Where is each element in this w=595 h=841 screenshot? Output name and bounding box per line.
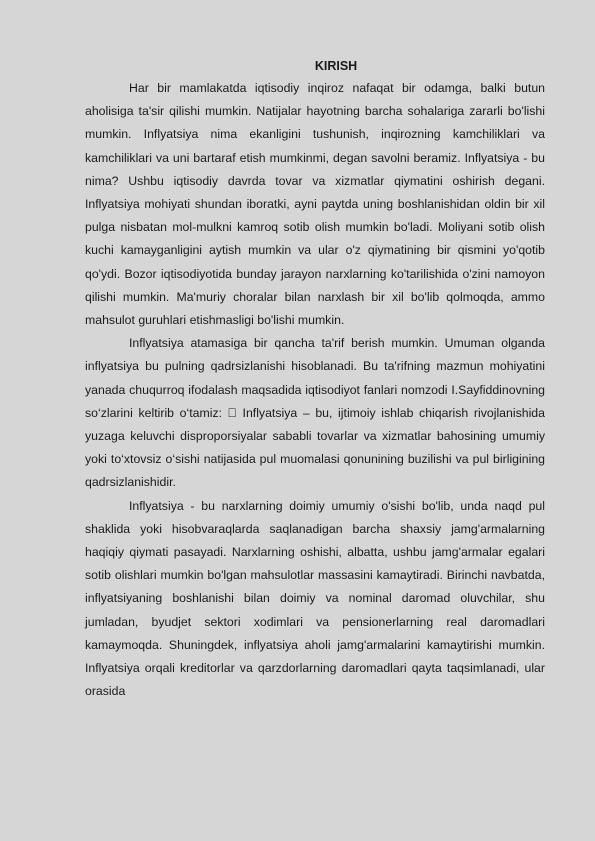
paragraph-3: Inflyatsiya - bu narxlarning doimiy umumiy o'sishi bo'lib, unda naqd pul shaklida yoki hisobvaraqlarda saqlanadigan barcha shaxsiy jamg'armalarning haqiqiy qiymati pasayadi. Narxlarning oshishi, albatta, ushbu jamg'armalar egalari sotib olishlari mumkin bo'lgan mahsulotlar massasini kamaytiradi. Birinchi navbatda, inflyatsiyaning boshlanishi bilan doimiy va nominal daromad oluvchilar, shu jumladan, byudjet sektori xodimlari va pensionerlarning real daromadlari kamaymoqda. Shuningdek, inflyatsiya aholi jamg'armalarini kamaytirishi mumkin. Inflyatsiya orqali kreditorlar va qarzdorlarning daromadlari qayta taqsimlanadi, ular orasida xyxy=(85,498,545,699)
watermark-left-top: ​ xyxy=(38,131,82,160)
page-title: KIRISH xyxy=(314,59,358,73)
document-page xyxy=(85,56,545,703)
paragraph-1: Har bir mamlakatda iqtisodiy inqiroz nafaqat bir odamga, balki butun aholisiga ta'sir qilishi mumkin. Natijalar hayotning barcha sohalariga zararli bo'lishi mumkin. Inflyatsiya nima ekanligini tushunish, inqirozning kamchiliklari va kamchiliklari va uni bartaraf etish mumkinmi, degan savolni beramiz. Inflyatsiya - bu nima? Ushbu iqtisodiy davrda tovar va xizmatlar qiymatini oshirish degani. Inflyatsiya mohiyati shundan iboratki, ayni paytda uning boshlanishidan oldin bir xil pulga nisbatan mol-mulkni kamroq sotib olish mumkin bo'ladi. Moliyani sotib olish kuchi kamayganligini aytish mumkin va ular o'z qiymatining bir qismini yo'qotib qo'ydi. Bozor iqtisodiyotida bunday jarayon narxlarning ko'tarilishida o'zini namoyon qilishi mumkin. Ma'muriy choralar bilan narxlash bir xil bo'lib qolmoqda, ammo mahsulot guruhlari etishmasligi bo'lishi mumkin. xyxy=(85,81,545,328)
paragraph-2: Inflyatsiya atamasiga bir qancha ta'rif berish mumkin. Umuman olganda inflyatsiya bu pulning qadrsizlanishi hisoblanadi. Bu ta'rifning mazmun mohiyatini yanada chuqurroq ifodalash maqsadida iqtisodiyot fanlari nomzodi I.Sayfiddinovning so‘zlarini keltirib o‘tamiz: Inflyatsiya – bu, ijtimoiy ishlab chiqarish rivojlanishida yuzaga keluvchi disproporsiyalar sababli tovarlar va xizmatlar bahosining umumiy yoki to‘xtovsiz o‘sishi natijasida pul muomalasi qonunining buzilishi va pul birligining qadrsizlanishidir. xyxy=(85,336,545,490)
